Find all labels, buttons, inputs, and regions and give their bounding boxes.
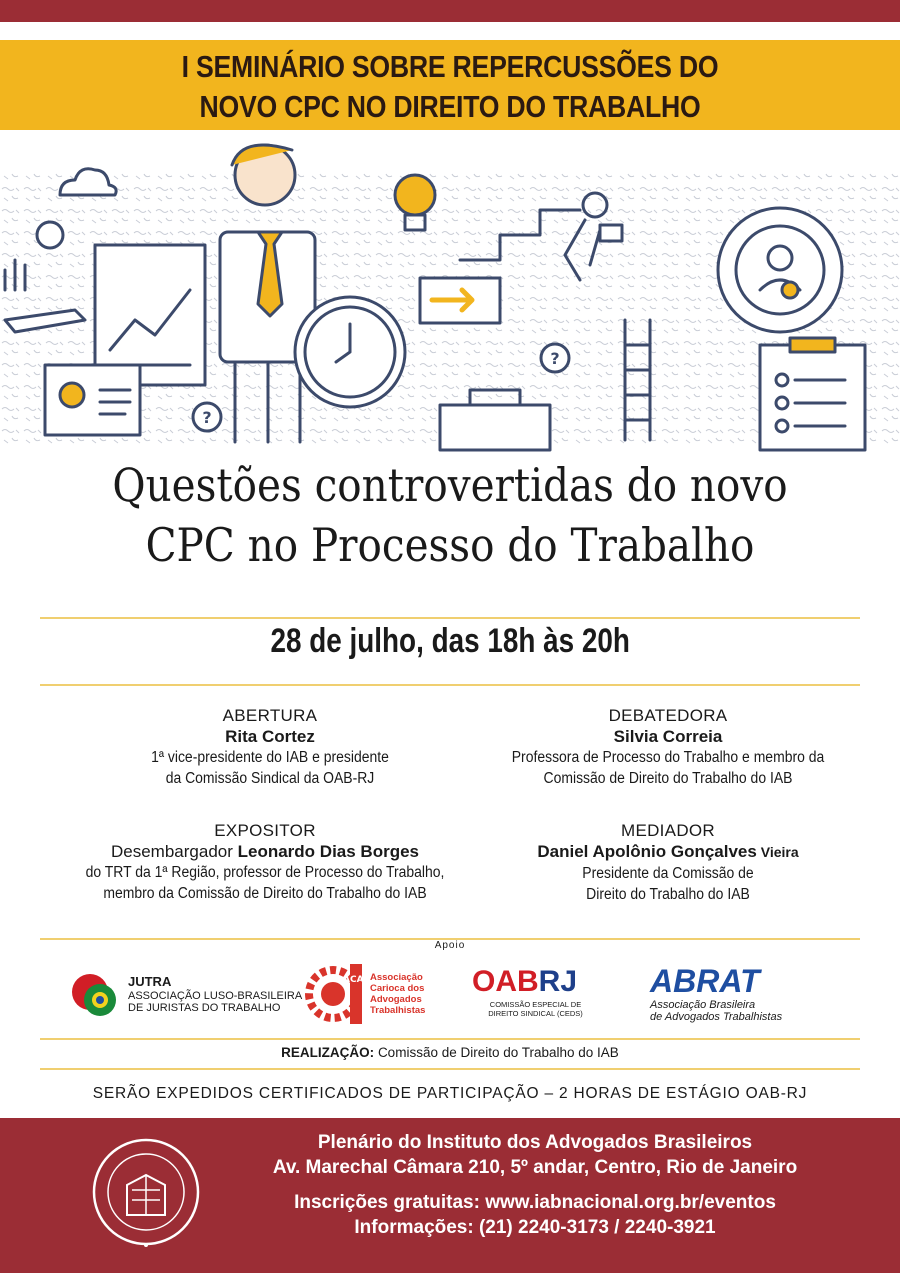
- registration-line[interactable]: Inscrições gratuitas: www.iabnacional.org.br/eventos: [294, 1192, 776, 1213]
- speaker-mediador: [458, 820, 878, 905]
- speaker-desc: Comissão de Direito do Trabalho do IAB: [543, 770, 793, 787]
- jutra-name: JUTRA: [128, 974, 172, 989]
- svg-text:?: ?: [202, 408, 212, 427]
- oab-line: DIREITO SINDICAL (CEDS): [488, 1009, 583, 1018]
- divider: [40, 1068, 860, 1070]
- abrat-text: [650, 999, 782, 1023]
- acat-logo-icon: [305, 962, 369, 1027]
- business-illustration: [0, 140, 900, 450]
- top-band: [0, 0, 900, 22]
- speaker-role: ABERTURA: [222, 706, 318, 725]
- speaker-name-line: [35, 841, 495, 862]
- jutra-line: DE JURISTAS DO TRABALHO: [128, 1002, 281, 1014]
- oab-logo: [472, 966, 577, 998]
- jutra-text: [128, 974, 302, 1014]
- jutra-line: ASSOCIAÇÃO LUSO-BRASILEIRA: [128, 990, 303, 1002]
- speaker-name: Daniel Apolônio Gonçalves: [537, 842, 757, 861]
- speaker-desc: membro da Comissão de Direito do Trabalho do IAB: [103, 885, 427, 902]
- title-line-1: I SEMINÁRIO SOBRE REPERCUSSÕES DO: [181, 49, 719, 84]
- speaker-desc: 1ª vice-presidente do IAB e presidente: [151, 749, 389, 766]
- support-label: Apoio: [434, 940, 466, 951]
- acat-line: Trabalhistas: [370, 1005, 426, 1016]
- speaker-role: EXPOSITOR: [214, 821, 316, 840]
- speaker-prefix: Desembargador: [111, 842, 238, 861]
- oab-text: [478, 1000, 593, 1018]
- event-heading: [0, 455, 900, 575]
- speaker-name-suffix: Vieira: [756, 844, 799, 860]
- divider: [40, 1038, 860, 1040]
- realizacao-value: Comissão de Direito do Trabalho do IAB: [377, 1045, 619, 1060]
- iab-seal-icon: [92, 1130, 200, 1260]
- abrat-logo: ABRAT: [650, 963, 760, 999]
- speaker-desc: Professora de Processo do Trabalho e membro da: [511, 749, 825, 766]
- event-date: 28 de julho, das 18h às 20h: [270, 622, 630, 660]
- speaker-name: Rita Cortez: [225, 727, 315, 746]
- acat-text: [370, 972, 425, 1016]
- oab-line: COMISSÃO ESPECIAL DE: [489, 1000, 582, 1009]
- title-banner: [0, 40, 900, 130]
- abrat-line: de Advogados Trabalhistas: [650, 1011, 783, 1023]
- title-line-2: NOVO CPC NO DIREITO DO TRABALHO: [199, 89, 701, 124]
- oab-name: OAB: [472, 965, 539, 998]
- divider: [40, 617, 860, 619]
- check-circle-icon: [37, 222, 63, 248]
- oab-rj: RJ: [538, 965, 578, 998]
- acat-badge: ACAT: [343, 975, 369, 985]
- speaker-name: Silvia Correia: [613, 727, 723, 746]
- speaker-expositor: [35, 820, 495, 904]
- realizacao-label: REALIZAÇÃO:: [281, 1045, 375, 1060]
- speaker-desc: Presidente da Comissão de: [582, 865, 754, 882]
- venue-line: Plenário do Instituto dos Advogados Brasileiros: [317, 1132, 753, 1153]
- divider: [40, 684, 860, 686]
- speaker-role: DEBATEDORA: [608, 706, 728, 725]
- speaker-desc: do TRT da 1ª Região, professor de Processo do Trabalho,: [85, 864, 445, 881]
- footer-info: [230, 1130, 840, 1240]
- svg-text:?: ?: [550, 349, 560, 368]
- speaker-name-line: [458, 841, 878, 863]
- speaker-desc: Direito do Trabalho do IAB: [586, 886, 750, 903]
- heading-line-1: Questões controvertidas do novo: [112, 458, 788, 512]
- speaker-name: Leonardo Dias Borges: [237, 842, 419, 861]
- abrat-line: Associação Brasileira: [650, 999, 756, 1011]
- acat-line: Advogados: [370, 994, 422, 1005]
- speaker-desc: da Comissão Sindical da OAB-RJ: [165, 770, 375, 787]
- clipboard-icon: [760, 345, 865, 450]
- contact-line: Informações: (21) 2240-3173 / 2240-3921: [354, 1217, 716, 1238]
- heading-line-2: CPC no Processo do Trabalho: [145, 518, 755, 572]
- support-logos: [60, 962, 850, 1032]
- speaker-abertura: [60, 705, 480, 789]
- realizacao: [0, 1045, 900, 1060]
- acat-line: Carioca dos: [370, 983, 425, 994]
- lightbulb-icon: [395, 175, 435, 215]
- id-card-icon: [45, 365, 140, 435]
- speaker-debatedora: [458, 705, 878, 789]
- address-line: Av. Marechal Câmara 210, 5º andar, Centro, Rio de Janeiro: [272, 1157, 798, 1178]
- speaker-role: MEDIADOR: [620, 821, 715, 840]
- briefcase-icon: [440, 405, 550, 450]
- certificate-notice: SERÃO EXPEDIDOS CERTIFICADOS DE PARTICIPAÇÃO – 2 HORAS DE ESTÁGIO OAB-RJ: [92, 1085, 808, 1102]
- acat-line: Associação: [370, 972, 423, 983]
- jutra-logo-icon: [70, 970, 120, 1020]
